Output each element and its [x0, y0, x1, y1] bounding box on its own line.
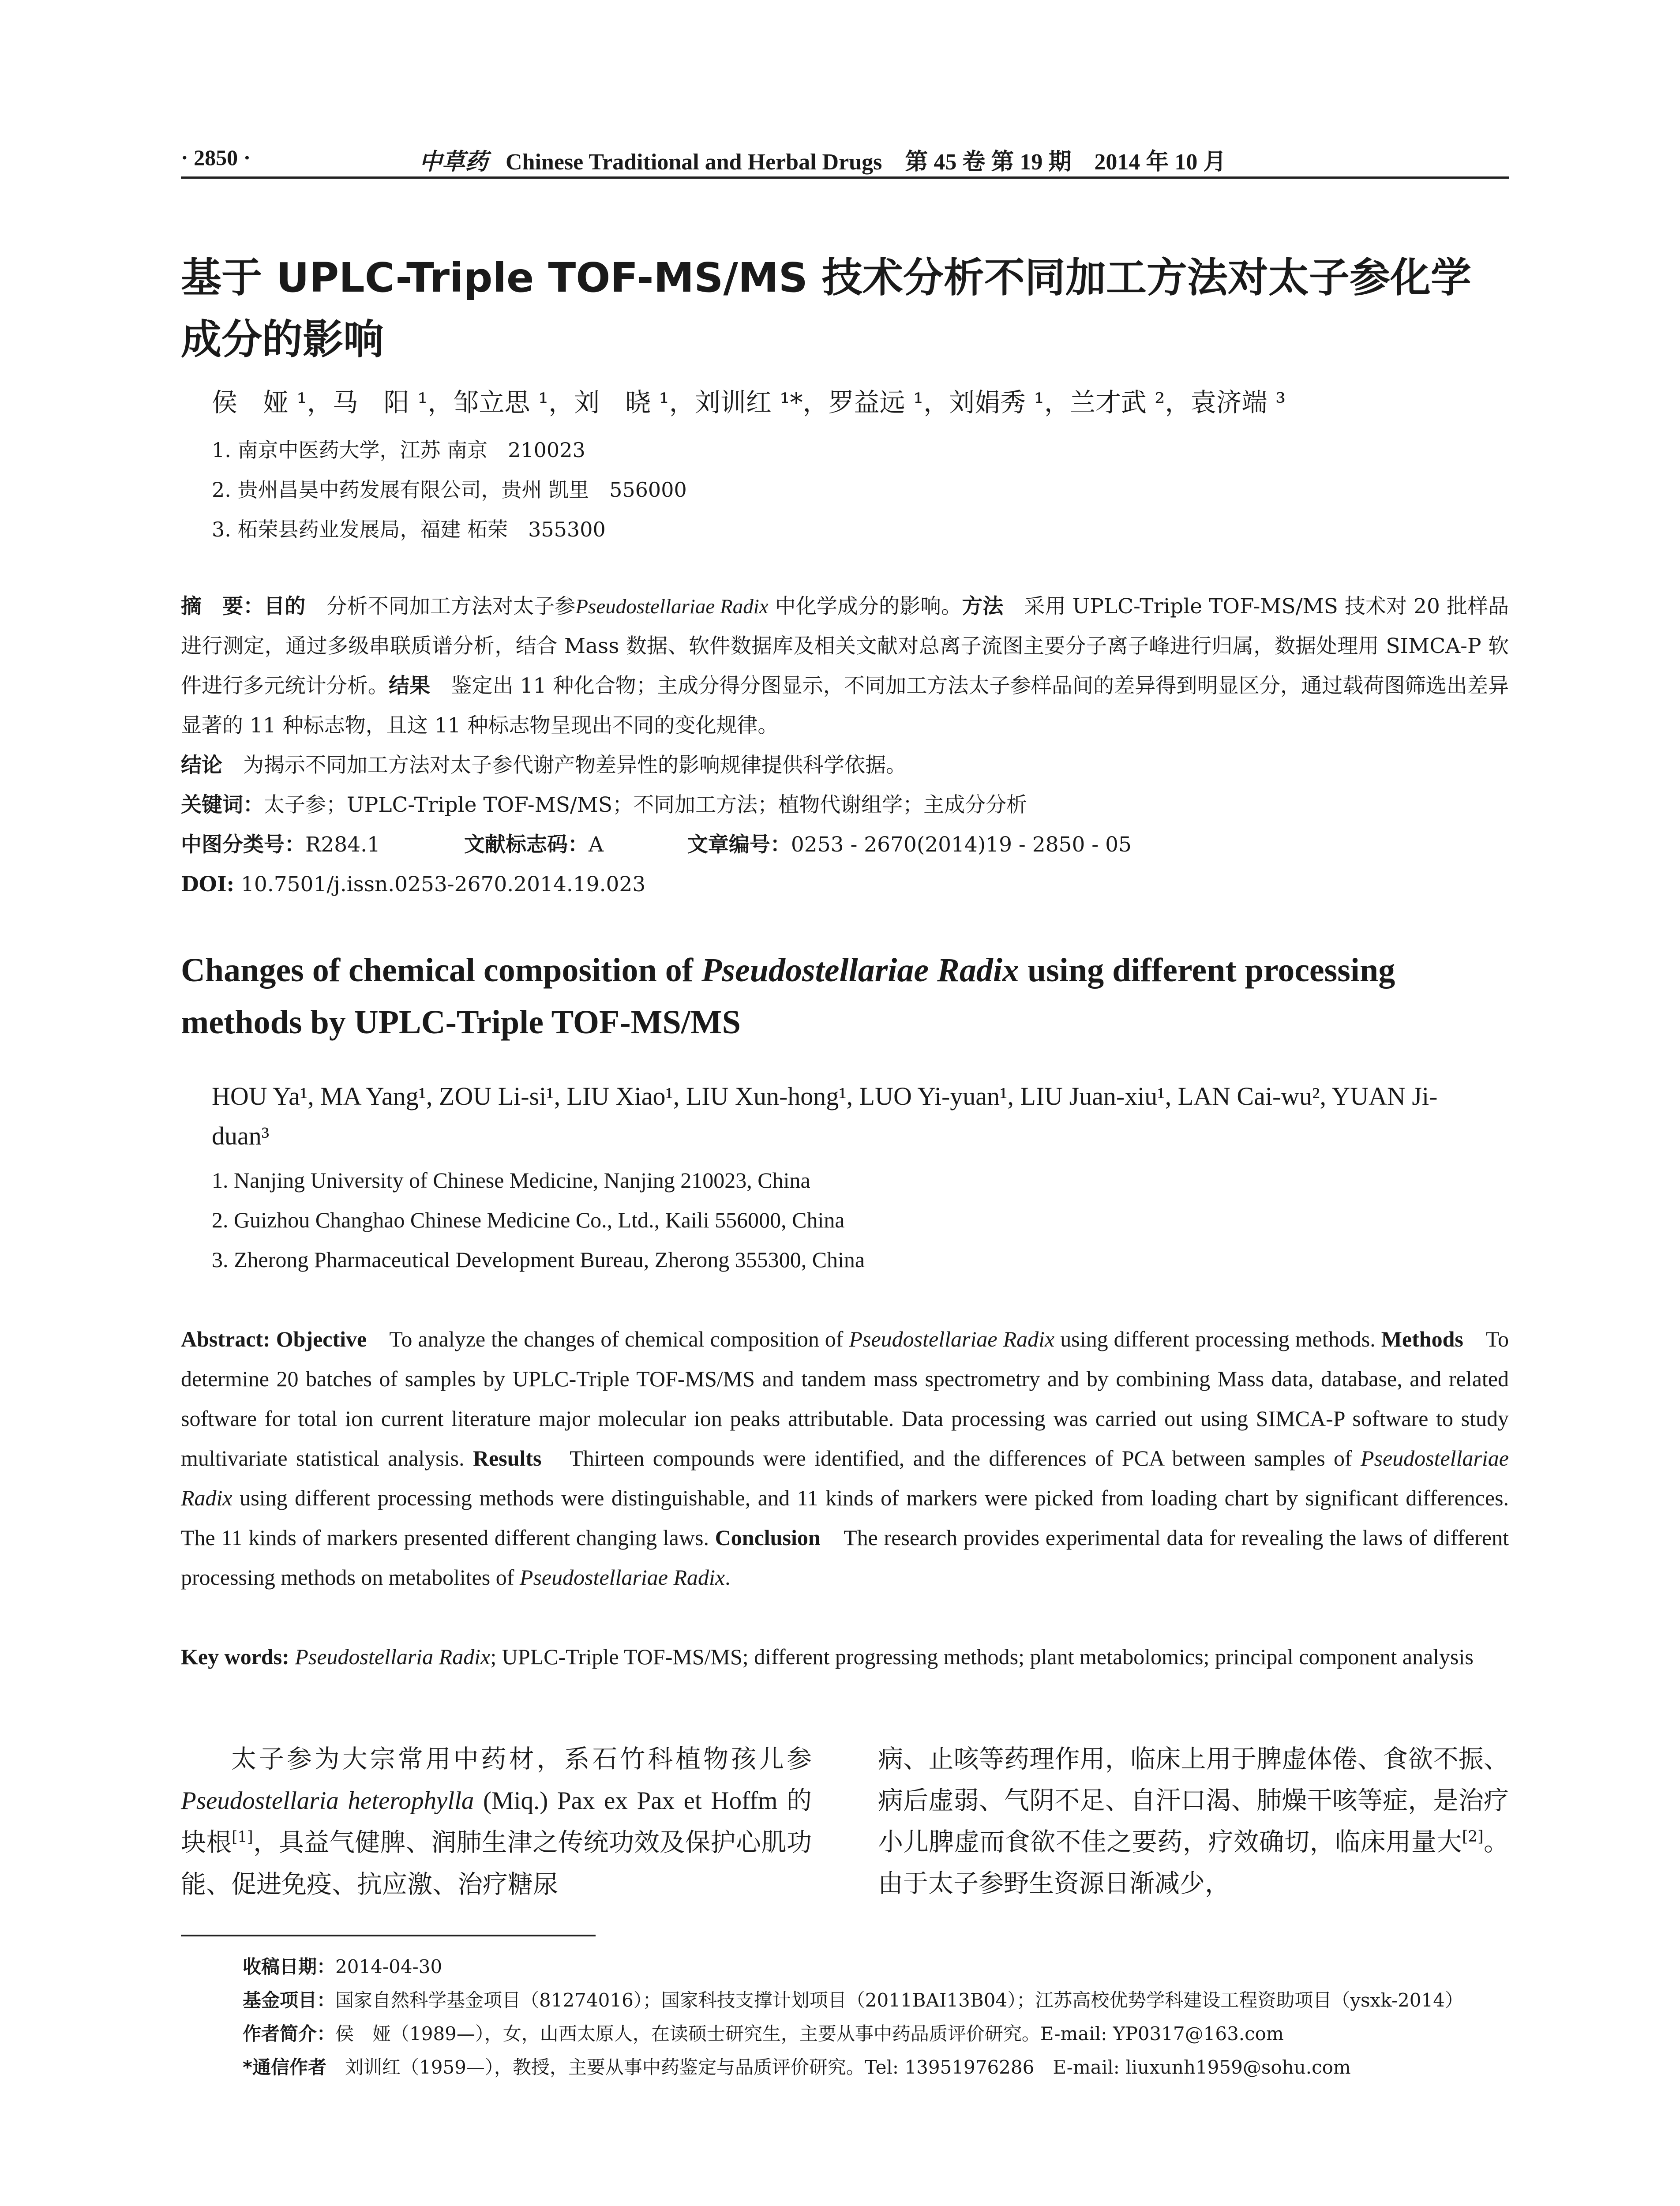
doi-value: 10.7501/j.issn.0253-2670.2014.19.023	[234, 872, 646, 897]
fund-text: 国家自然科学基金项目（81274016）；国家科技支撑计划项目（2011BAI13B04）；江苏高校优势学科建设工程资助项目（ysxk-2014）	[335, 1989, 1463, 2011]
keywords-en-latin: Pseudostellaria Radix	[289, 1644, 491, 1669]
keywords-en	[181, 1637, 1509, 1677]
journal-name-cn: 中草药	[419, 148, 488, 175]
citation-1[interactable]: [1]	[232, 1828, 253, 1846]
title-en-part1: Changes of chemical composition of	[181, 952, 702, 989]
doc-code-value: A	[588, 833, 604, 857]
author-bio-text: 侯 娅（1989—），女，山西太原人，在读硕士研究生，主要从事中药品质评价研究。E-mail: YP0317@163.com	[335, 2023, 1284, 2045]
article-no-label: 文章编号：	[687, 833, 791, 857]
footnote-corresponding	[243, 2051, 1513, 2084]
keywords-cn-text: 太子参；UPLC-Triple TOF-MS/MS；不同加工方法；植物代谢组学；主成分分析	[264, 793, 1028, 817]
latin-name-en-2: Pseudostellariae Radix	[181, 1446, 1509, 1510]
results-en-label: Results	[472, 1446, 542, 1471]
doi-label: DOI:	[181, 872, 235, 897]
body-right-part2: 。由于太子参野生资源日渐减少，	[878, 1827, 1509, 1898]
results-en-part1: Thirteen compounds were identified, and the differences of PCA between samples of	[541, 1446, 1361, 1471]
title-en-latin: Pseudostellariae Radix	[701, 952, 1019, 989]
affiliation-cn-3: 3. 柘荣县药业发展局，福建 柘荣 355300	[212, 518, 606, 541]
footnotes	[243, 1950, 1513, 2084]
corresponding-text: 刘训红（1959—），教授，主要从事中药鉴定与品质评价研究。Tel: 13951976286 E-mail: liuxunh1959@sohu.com	[326, 2056, 1351, 2078]
body-right-part1: 病、止咳等药理作用，临床上用于脾虚体倦、食欲不振、病后虚弱、气阴不足、自汗口渴、肺燥干咳等症，是治疗小儿脾虚而食欲不佳之要药，疗效确切，临床用量大	[878, 1745, 1509, 1857]
doi-line	[181, 865, 1509, 904]
conclusion-en: The research provides experimental data for revealing the laws of different processing methods on metabolites of	[181, 1525, 1509, 1590]
authors-cn: 侯 娅 ¹，马 阳 ¹，邹立思 ¹，刘 晓 ¹，刘训红 ¹*，罗益远 ¹，刘娟秀 ¹，兰才武 ²，袁济端 ³	[212, 387, 1286, 417]
keywords-en-label: Key words:	[181, 1644, 289, 1669]
methods-cn: 采用 UPLC-Triple TOF-MS/MS 技术对 20 批样品进行测定，通过多级串联质谱分析，结合 Mass 数据、软件数据库及相关文献对总离子流图主要分子离子峰进行归属，数据处理用 SIMCA-P 软件进行多元统计分析。	[181, 594, 1509, 698]
abstract-cn-label: 摘 要：	[181, 594, 264, 619]
latin-name-en-3: Pseudostellariae Radix	[519, 1565, 725, 1590]
received-label: 收稿日期：	[243, 1956, 336, 1977]
clc-value: R284.1	[305, 833, 380, 857]
classification-line	[181, 825, 1509, 865]
footnote-rule	[181, 1935, 596, 1936]
body-left-part1: 太子参为大宗常用中药材，系石竹科植物孩儿参	[231, 1745, 812, 1774]
authors-en: HOU Ya¹, MA Yang¹, ZOU Li-si¹, LIU Xiao¹, LIU Xun-hong¹, LUO Yi-yuan¹, LIU Juan-xiu¹, LAN Cai-wu², YUAN Ji-duan³	[212, 1082, 1438, 1150]
keywords-en-text: ; UPLC-Triple TOF-MS/MS; different progressing methods; plant metabolomics; principal component analysis	[490, 1644, 1474, 1669]
conclusion-cn-label: 结论	[181, 753, 222, 777]
methods-cn-label: 方法	[962, 594, 1004, 619]
results-cn: 鉴定出 11 种化合物；主成分得分图显示，不同加工方法太子参样品间的差异得到明显区分，通过载荷图筛选出差异显著的 11 种标志物，且这 11 种标志物呈现出不同的变化规律。	[181, 674, 1509, 738]
latin-name-en-1: Pseudostellariae Radix	[849, 1327, 1055, 1351]
clc-label: 中图分类号：	[181, 833, 305, 857]
title-en	[181, 944, 1509, 1048]
article-no-value: 0253 - 2670(2014)19 - 2850 - 05	[791, 833, 1132, 857]
author-bio-label: 作者简介：	[243, 2023, 336, 2045]
affiliation-en-3: 3. Zherong Pharmaceutical Development Bureau, Zherong 355300, China	[212, 1247, 865, 1272]
body-left-part2: (Miq.) Pax ex Pax et Hoffm 的块根	[181, 1787, 812, 1857]
abstract-cn	[181, 587, 1509, 785]
results-en-part2: using different processing methods were distinguishable, and 11 kinds of markers were picked from loading chart by significant differences. The 11 kinds of markers presented different changing laws.	[181, 1486, 1509, 1550]
objective-en-tail: using different processing methods.	[1054, 1327, 1381, 1351]
title-en-part2: using different processing methods by UPLC-Triple TOF-MS/MS	[181, 952, 1395, 1041]
methods-en-label: Methods	[1381, 1327, 1463, 1351]
conclusion-en-tail: .	[725, 1565, 731, 1590]
footnote-received	[243, 1950, 1513, 1984]
objective-cn: 分析不同加工方法对太子参	[305, 594, 576, 619]
abstract-en	[181, 1319, 1509, 1597]
abstract-en-label: Abstract: Objective	[181, 1327, 367, 1351]
running-header	[181, 137, 1509, 179]
body-left-part3: ，具益气健脾、润肺生津之传统功效及保护心肌功能、促进免疫、抗应激、治疗糖尿	[181, 1828, 812, 1899]
conclusion-cn: 为揭示不同加工方法对太子参代谢产物差异性的影响规律提供科学依据。	[222, 753, 907, 777]
fund-label: 基金项目：	[243, 1989, 336, 2011]
latin-name: Pseudostellariae Radix	[575, 595, 769, 618]
citation-2[interactable]: [2]	[1462, 1828, 1484, 1846]
affiliation-en-1: 1. Nanjing University of Chinese Medicine, Nanjing 210023, China	[212, 1168, 810, 1193]
affiliations-en	[212, 1160, 865, 1279]
body-column-right	[878, 1738, 1509, 1904]
methods-en: To determine 20 batches of samples by UPLC-Triple TOF-MS/MS and tandem mass spectrometry and by combining Mass data, database, and related software for total ion current literature major molecular ion peaks attributable. Data processing was carried out using SIMCA-P software to study multivariate statistical analysis.	[181, 1327, 1509, 1471]
objective-cn-label: 目的	[264, 594, 306, 619]
footnote-author	[243, 2017, 1513, 2051]
conclusion-en-label: Conclusion	[715, 1525, 821, 1550]
affiliation-cn-1: 1. 南京中医药大学，江苏 南京 210023	[212, 438, 585, 462]
page-number: · 2850 ·	[181, 145, 251, 170]
journal-issue-info: Chinese Traditional and Herbal Drugs 第 45 卷 第 19 期 2014 年 10 月	[506, 150, 1226, 175]
body-left-latin: Pseudostellaria heterophylla	[181, 1787, 474, 1815]
keywords-cn-label: 关键词：	[181, 793, 264, 817]
journal-name	[419, 143, 1226, 176]
results-cn-label: 结果	[389, 674, 431, 698]
title-cn: 基于 UPLC-Triple TOF-MS/MS 技术分析不同加工方法对太子参化学成分的影响	[181, 254, 1471, 363]
body-column-left	[181, 1738, 812, 1905]
footnote-fund	[243, 1984, 1513, 2017]
doc-code-label: 文献标志码：	[464, 833, 589, 857]
keywords-cn	[181, 785, 1509, 825]
affiliations-cn	[212, 430, 687, 549]
received-date: 2014-04-30	[335, 1956, 442, 1977]
affiliation-en-2: 2. Guizhou Changhao Chinese Medicine Co., Ltd., Kaili 556000, China	[212, 1208, 845, 1232]
corresponding-label: *通信作者	[243, 2056, 326, 2078]
objective-cn-tail: 中化学成分的影响。	[768, 594, 962, 619]
objective-en: To analyze the changes of chemical composition of	[367, 1327, 849, 1351]
affiliation-cn-2: 2. 贵州昌昊中药发展有限公司，贵州 凯里 556000	[212, 478, 687, 502]
